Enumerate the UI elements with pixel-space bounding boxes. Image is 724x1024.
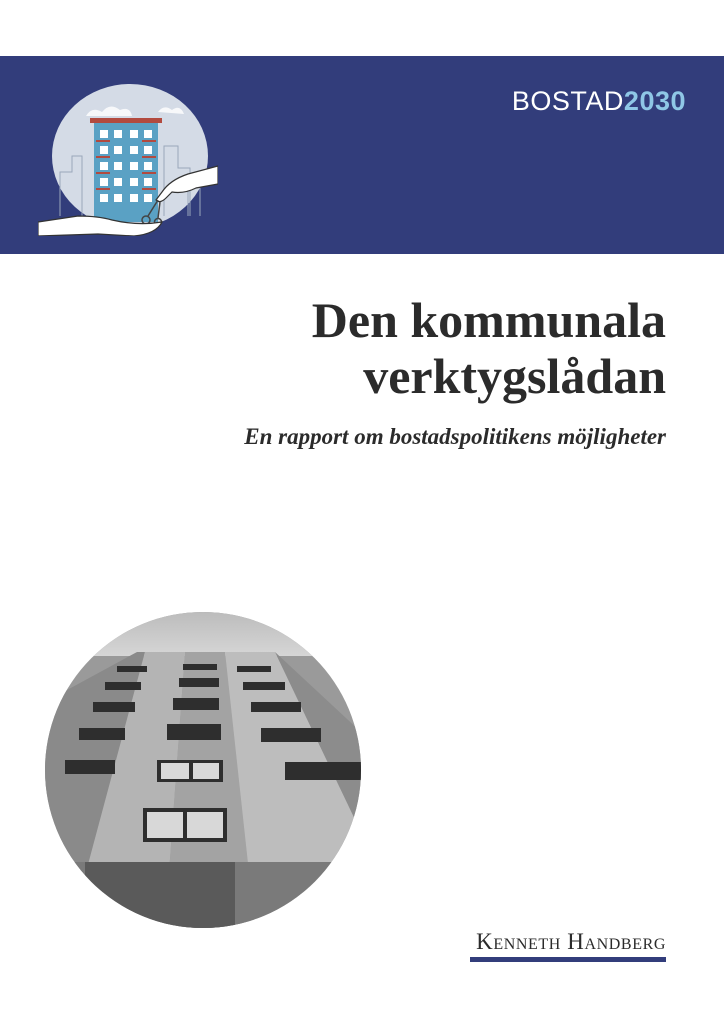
title-line-1: Den kommunala — [311, 292, 666, 348]
document-subtitle: En rapport om bostadspolitikens möjligheter — [244, 424, 666, 449]
author-name: Kenneth Handberg — [476, 929, 666, 954]
brand-word: BOSTAD — [511, 86, 624, 116]
document-title — [312, 292, 666, 404]
apartment-facade-photo — [45, 612, 361, 928]
author-underline — [470, 957, 666, 962]
header-banner — [0, 56, 724, 254]
title-line-2: verktygslådan — [363, 348, 666, 404]
apartment-building-key-handover-icon — [38, 76, 218, 236]
brand-logo-text — [512, 88, 686, 115]
brand-year: 2030 — [623, 86, 686, 116]
